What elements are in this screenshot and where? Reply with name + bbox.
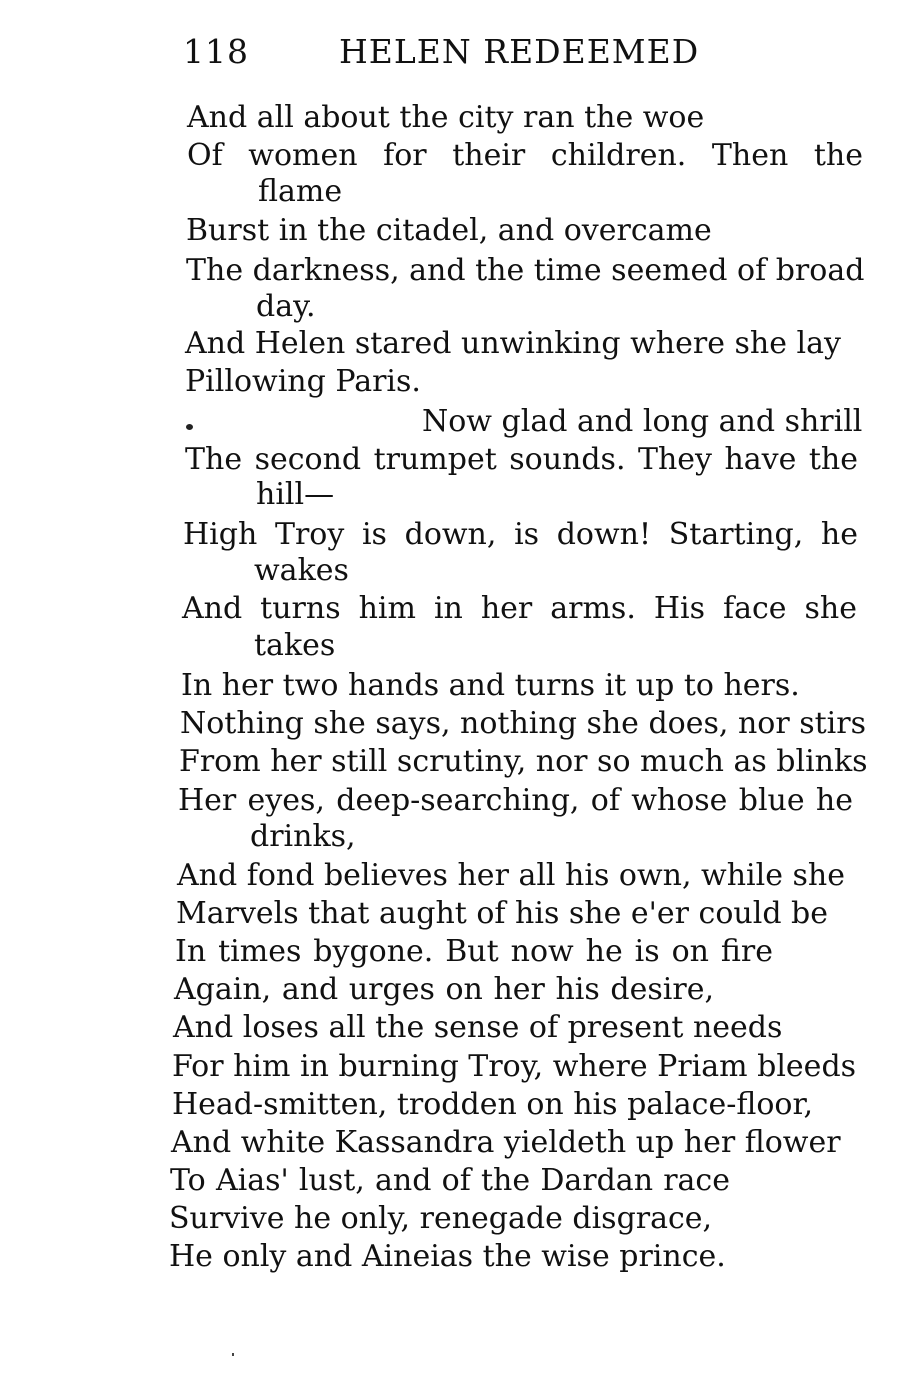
poem-line: From her still scrutiny, nor so much as blinks [179, 744, 868, 779]
poem-line: For him in burning Troy, where Priam bleeds [172, 1049, 857, 1084]
poem-line: In times bygone. But now he is on fire [175, 934, 773, 969]
poem-line: High Troy is down, is down! Starting, he [183, 517, 858, 552]
poem-line-continuation: drinks, [250, 819, 356, 854]
poem-line: Again, and urges on her his desire, [174, 972, 714, 1007]
poem-line: In her two hands and turns it up to hers. [181, 668, 800, 703]
stray-mark [232, 1353, 234, 1356]
poem-line-continuation: day. [256, 289, 316, 324]
poem-line: And loses all the sense of present needs [173, 1010, 783, 1045]
poem-line: And all about the city ran the woe [187, 100, 705, 135]
poem-line: Burst in the citadel, and overcame [186, 213, 712, 248]
poem-line-continuation: hill— [256, 477, 335, 512]
poem-line: Pillowing Paris. [185, 364, 421, 399]
poem-line-continuation: wakes [254, 553, 349, 588]
poem-line: And turns him in her arms. His face she [182, 591, 857, 626]
poem-line: And white Kassandra yieldeth up her flower [171, 1125, 841, 1160]
poem-line: Her eyes, deep-searching, of whose blue he [178, 783, 853, 818]
poem-line: Nothing she says, nothing she does, nor stirs [180, 706, 867, 741]
book-title: HELEN REDEEMED [339, 32, 700, 71]
poem-line: He only and Aineias the wise prince. [169, 1239, 726, 1274]
ink-dot [186, 424, 193, 430]
poem-line: Marvels that aught of his she e'er could be [176, 896, 829, 931]
poem-line: Survive he only, renegade disgrace, [169, 1201, 713, 1236]
poem-line: And fond believes her all his own, while she [177, 858, 845, 893]
poem-line-continuation: flame [258, 174, 343, 209]
poem-line: Of women for their children. Then the [187, 138, 863, 173]
poem-line: And Helen stared unwinking where she lay [185, 326, 841, 361]
poem-line: The second trumpet sounds. They have the [185, 442, 858, 477]
poem-line: Head-smitten, trodden on his palace-floor, [172, 1087, 814, 1122]
running-head [183, 30, 743, 74]
poem-line: The darkness, and the time seemed of broad [186, 253, 865, 288]
poem-line: To Aias' lust, and of the Dardan race [170, 1163, 730, 1198]
poem-line-indented: Now glad and long and shrill [422, 404, 863, 439]
poem-line-continuation: takes [254, 628, 336, 663]
page-number: 118 [183, 32, 249, 71]
